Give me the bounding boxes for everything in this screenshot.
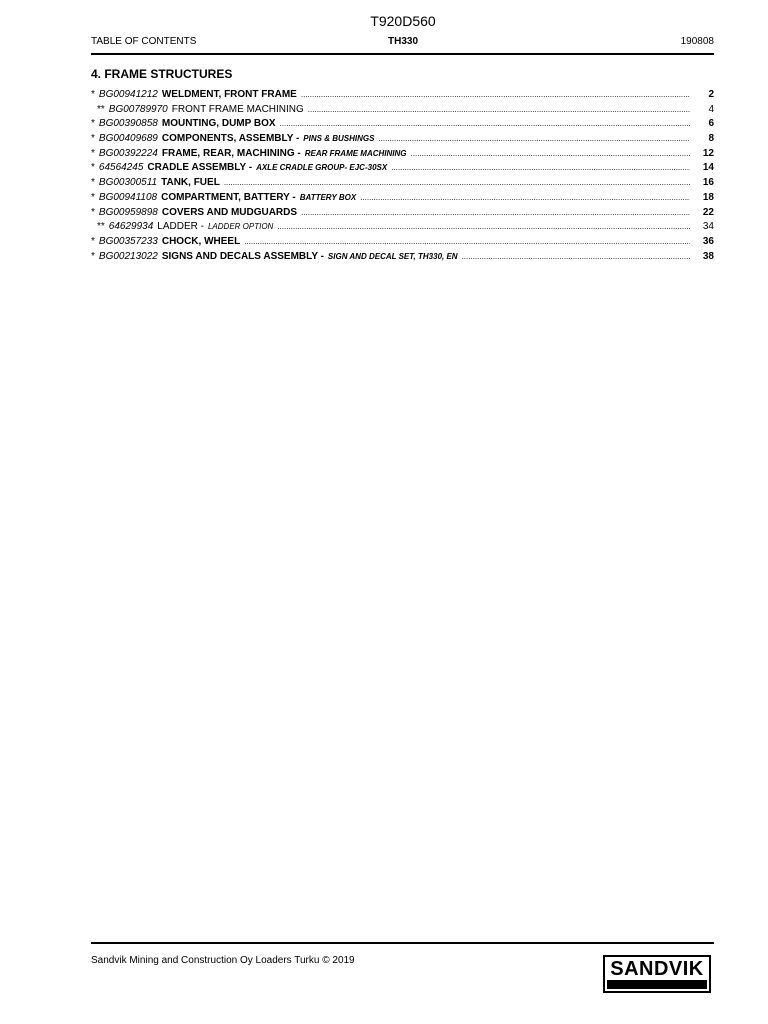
toc-entry-part-number: 64629934 [108, 221, 154, 233]
toc-entry-part-number: 64564245 [98, 162, 144, 174]
toc-entry-title: COMPONENTS, ASSEMBLY - [161, 133, 300, 145]
toc-entry-page-number: 14 [702, 162, 714, 174]
toc-entry-part-number: BG00213022 [98, 250, 158, 262]
toc-entry-title: MOUNTING, DUMP BOX [161, 118, 276, 130]
toc-entry-title: SIGNS AND DECALS ASSEMBLY - [161, 250, 324, 262]
toc-entry-page-number: 6 [708, 118, 714, 130]
toc-entry-marker: ** [97, 221, 105, 233]
toc-entry-title: CHOCK, WHEEL [161, 235, 241, 247]
toc-entry-marker: * [91, 147, 95, 159]
dot-leader [360, 191, 690, 206]
toc-entry-subtitle: AXLE CRADLE GROUP- EJC-30SX [256, 163, 388, 173]
toc-entry-title: LADDER - [157, 221, 204, 233]
toc-entry[interactable] [91, 191, 714, 206]
toc-entry[interactable] [91, 250, 714, 265]
toc-entry-page-number: 4 [708, 103, 714, 115]
toc-entry-title: COMPARTMENT, BATTERY - [161, 191, 296, 203]
toc-entry-subtitle: LADDER OPTION [207, 222, 274, 232]
toc-entry-marker: * [91, 118, 95, 130]
toc-entry-part-number: BG00941212 [98, 89, 158, 100]
dot-leader [277, 220, 690, 235]
toc-entry-part-number: BG00941108 [98, 191, 158, 203]
document-id: T920D560 [370, 13, 436, 29]
logo-wordmark: SANDVIK [610, 958, 704, 980]
toc-entry[interactable] [91, 235, 714, 250]
toc-entry-subtitle: REAR FRAME MACHINING [304, 148, 407, 158]
toc-entry-title: FRAME, REAR, MACHINING - [161, 147, 301, 159]
toc-entry-page-number: 36 [702, 235, 714, 247]
toc-entry[interactable] [91, 220, 714, 235]
table-of-contents [91, 88, 714, 264]
header-divider [91, 53, 714, 55]
dot-leader [280, 117, 690, 132]
toc-entry-marker: * [91, 162, 95, 174]
toc-entry[interactable] [91, 88, 714, 103]
toc-entry-marker: * [91, 177, 95, 189]
toc-entry-page-number: 22 [702, 206, 714, 218]
toc-entry-page-number: 8 [708, 133, 714, 145]
header-date-code: 190808 [680, 36, 714, 47]
header-model: TH330 [387, 36, 418, 47]
dot-leader [224, 176, 690, 191]
toc-entry-title: TANK, FUEL [161, 177, 220, 189]
toc-entry[interactable] [91, 103, 714, 118]
toc-entry[interactable] [91, 117, 714, 132]
toc-entry-marker: ** [97, 103, 105, 115]
toc-entry[interactable] [91, 161, 714, 176]
toc-entry-marker: * [91, 89, 95, 100]
dot-leader [244, 235, 690, 250]
toc-entry[interactable] [91, 176, 714, 191]
toc-entry-title: FRONT FRAME MACHINING [171, 103, 304, 115]
toc-entry-marker: * [91, 250, 95, 262]
toc-entry-part-number: BG00789970 [108, 103, 168, 115]
toc-entry-part-number: BG00357233 [98, 235, 158, 247]
dot-leader [301, 206, 690, 221]
footer-copyright: Sandvik Mining and Construction Oy Loaders Turku © 2019 [91, 955, 355, 966]
toc-entry-title: WELDMENT, FRONT FRAME [161, 89, 297, 100]
toc-entry-page-number: 34 [702, 221, 714, 233]
logo-bar [607, 980, 707, 989]
sandvik-logo [603, 955, 711, 993]
toc-entry-marker: * [91, 133, 95, 145]
toc-entry-part-number: BG00409689 [98, 133, 158, 145]
toc-entry-marker: * [91, 206, 95, 218]
toc-entry-subtitle: SIGN AND DECAL SET, TH330, EN [327, 251, 458, 261]
toc-entry-part-number: BG00390858 [98, 118, 158, 130]
toc-entry-marker: * [91, 235, 95, 247]
toc-entry-page-number: 12 [702, 147, 714, 159]
toc-entry-part-number: BG00300511 [98, 177, 158, 189]
dot-leader [308, 103, 690, 118]
toc-entry-page-number: 16 [702, 177, 714, 189]
dot-leader [301, 88, 690, 103]
footer-divider [91, 942, 714, 944]
dot-leader [462, 250, 690, 265]
toc-entry[interactable] [91, 147, 714, 162]
toc-entry-title: COVERS AND MUDGUARDS [161, 206, 298, 218]
header-section-label: TABLE OF CONTENTS [91, 36, 197, 47]
toc-entry-page-number: 2 [708, 89, 714, 100]
toc-entry-part-number: BG00959898 [98, 206, 158, 218]
section-title: 4. FRAME STRUCTURES [91, 67, 233, 81]
toc-entry-subtitle: PINS & BUSHINGS [303, 134, 375, 144]
toc-entry-page-number: 18 [702, 191, 714, 203]
toc-entry-subtitle: BATTERY BOX [299, 192, 357, 202]
toc-entry-marker: * [91, 191, 95, 203]
dot-leader [378, 132, 690, 147]
toc-entry-part-number: BG00392224 [98, 147, 158, 159]
toc-entry-page-number: 38 [702, 250, 714, 262]
dot-leader [391, 161, 690, 176]
toc-entry[interactable] [91, 206, 714, 221]
dot-leader [411, 147, 690, 162]
toc-entry-title: CRADLE ASSEMBLY - [147, 162, 253, 174]
toc-entry[interactable] [91, 132, 714, 147]
